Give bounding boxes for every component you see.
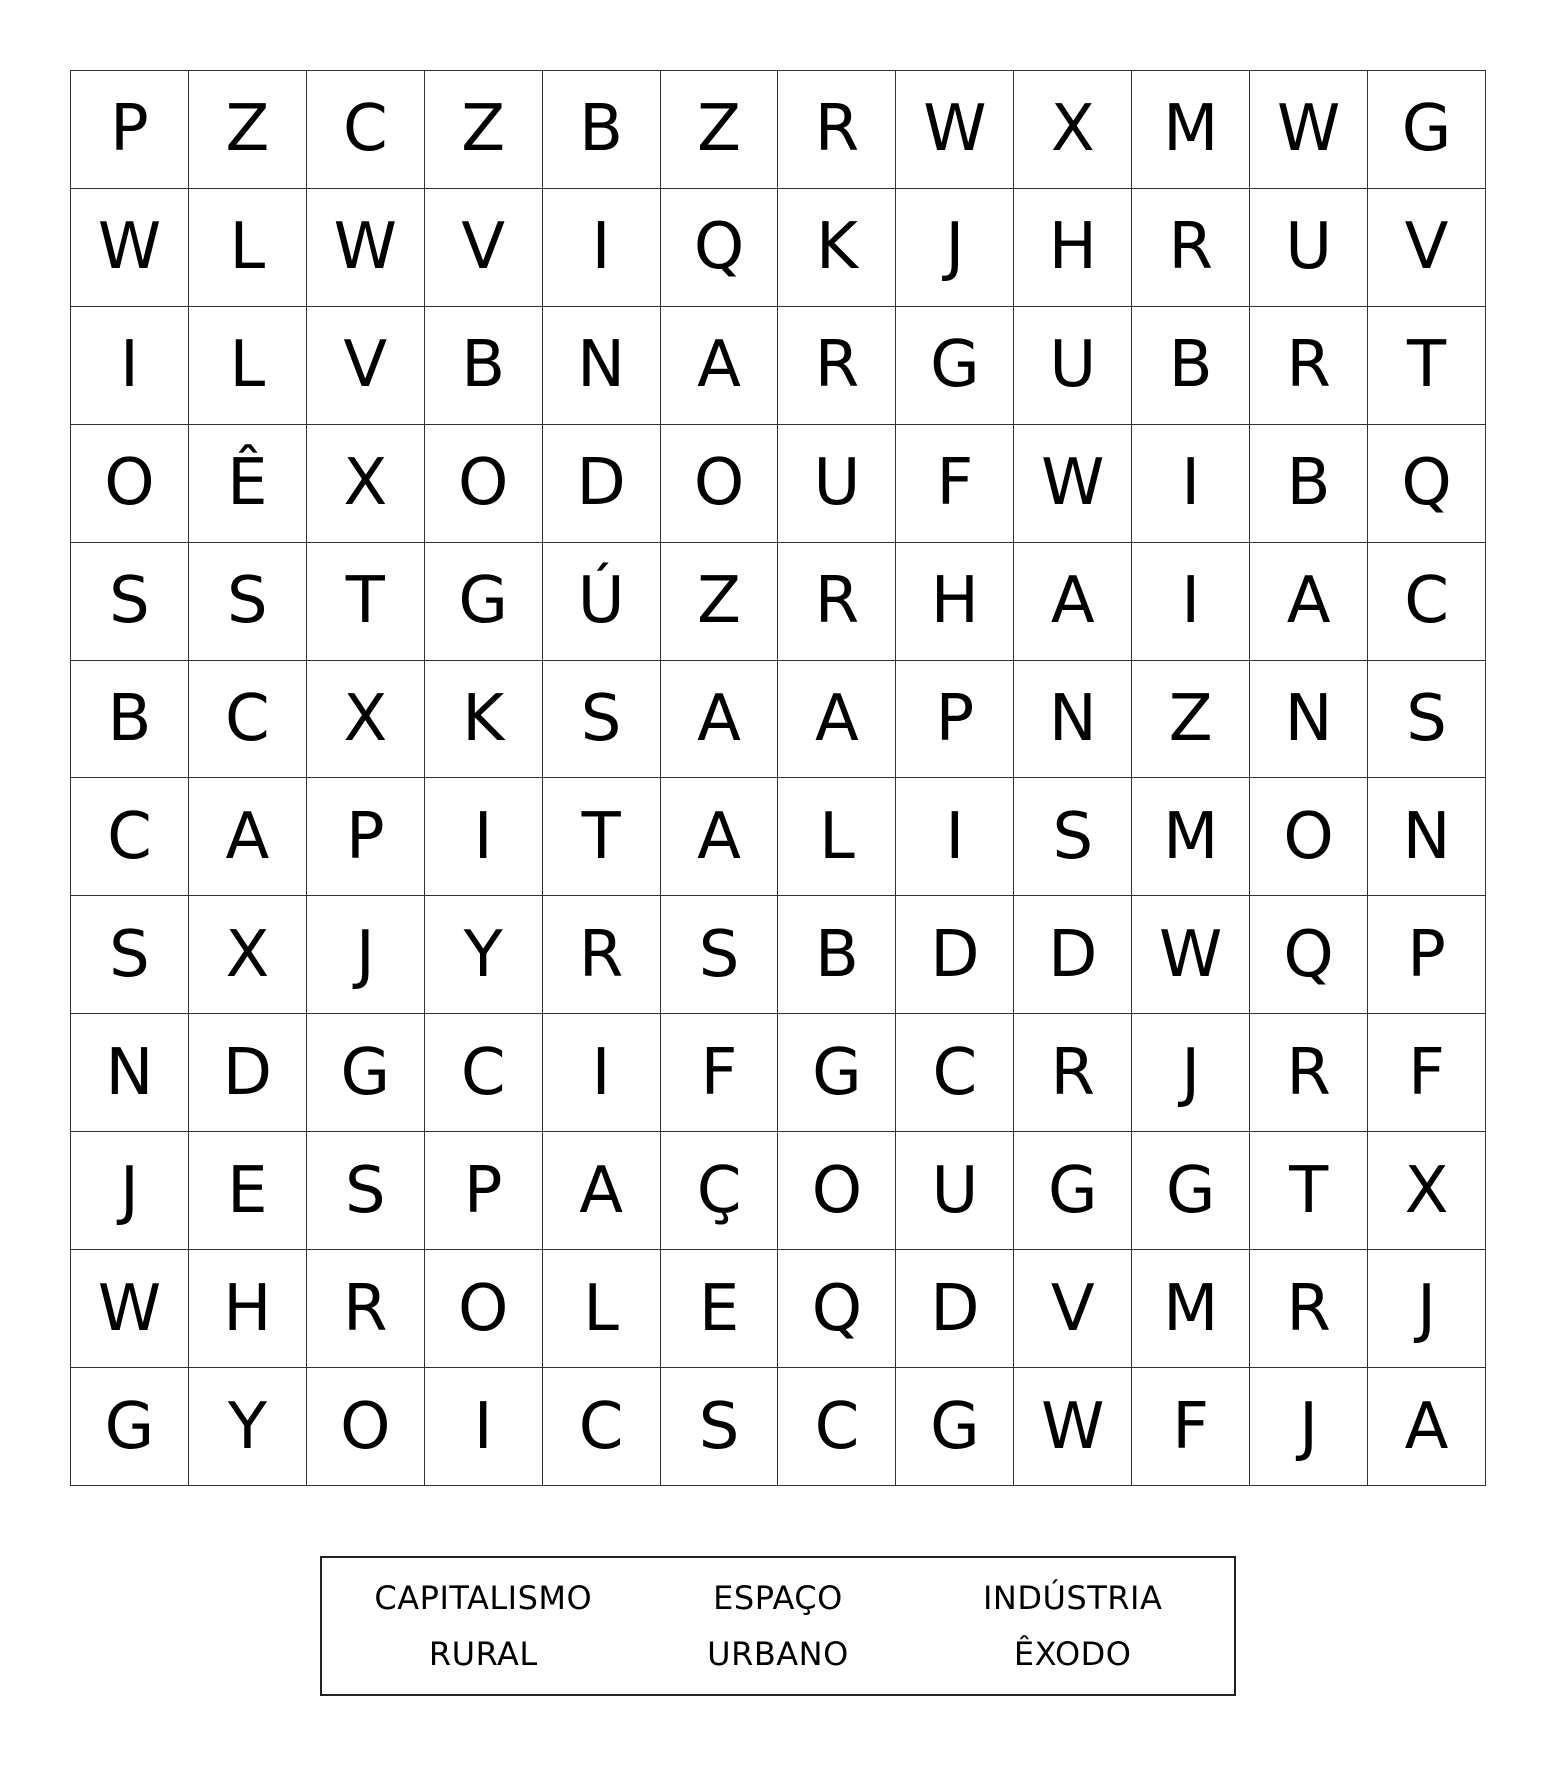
- grid-cell[interactable]: C: [189, 661, 307, 779]
- grid-cell[interactable]: R: [778, 543, 896, 661]
- grid-cell[interactable]: R: [307, 1250, 425, 1368]
- grid-cell[interactable]: C: [778, 1368, 896, 1486]
- grid-cell[interactable]: I: [425, 1368, 543, 1486]
- grid-cell[interactable]: F: [896, 425, 1014, 543]
- grid-cell[interactable]: W: [1014, 1368, 1132, 1486]
- grid-cell[interactable]: V: [307, 307, 425, 425]
- grid-cell[interactable]: A: [1368, 1368, 1486, 1486]
- grid-cell[interactable]: R: [1250, 1250, 1368, 1368]
- grid-cell[interactable]: X: [1368, 1132, 1486, 1250]
- grid-cell[interactable]: G: [1132, 1132, 1250, 1250]
- grid-cell[interactable]: K: [778, 189, 896, 307]
- word-bank-item: ESPAÇO: [713, 1579, 843, 1617]
- grid-cell[interactable]: C: [425, 1014, 543, 1132]
- grid-cell[interactable]: Z: [661, 543, 779, 661]
- grid-cell[interactable]: P: [71, 71, 189, 189]
- grid-cell[interactable]: O: [1250, 778, 1368, 896]
- word-bank-item: CAPITALISMO: [374, 1579, 593, 1617]
- grid-cell[interactable]: J: [1368, 1250, 1486, 1368]
- grid-cell[interactable]: O: [71, 425, 189, 543]
- grid-cell[interactable]: M: [1132, 1250, 1250, 1368]
- grid-cell[interactable]: W: [71, 189, 189, 307]
- grid-cell[interactable]: S: [307, 1132, 425, 1250]
- grid-cell[interactable]: G: [896, 307, 1014, 425]
- grid-cell[interactable]: G: [896, 1368, 1014, 1486]
- grid-cell[interactable]: S: [661, 1368, 779, 1486]
- grid-cell[interactable]: J: [1250, 1368, 1368, 1486]
- grid-cell[interactable]: R: [778, 71, 896, 189]
- grid-cell[interactable]: D: [896, 896, 1014, 1014]
- grid-cell[interactable]: X: [307, 425, 425, 543]
- grid-cell[interactable]: O: [778, 1132, 896, 1250]
- grid-cell[interactable]: V: [425, 189, 543, 307]
- grid-cell[interactable]: D: [1014, 896, 1132, 1014]
- grid-cell[interactable]: S: [1368, 661, 1486, 779]
- grid-cell[interactable]: L: [543, 1250, 661, 1368]
- grid-cell[interactable]: Y: [425, 896, 543, 1014]
- grid-cell[interactable]: R: [543, 896, 661, 1014]
- grid-cell[interactable]: L: [778, 778, 896, 896]
- grid-cell[interactable]: B: [1250, 425, 1368, 543]
- grid-cell[interactable]: H: [1014, 189, 1132, 307]
- grid-cell[interactable]: J: [896, 189, 1014, 307]
- grid-cell[interactable]: W: [896, 71, 1014, 189]
- grid-cell[interactable]: V: [1014, 1250, 1132, 1368]
- grid-cell[interactable]: A: [1250, 543, 1368, 661]
- grid-cell[interactable]: Z: [189, 71, 307, 189]
- grid-cell[interactable]: C: [307, 71, 425, 189]
- grid-cell[interactable]: I: [1132, 425, 1250, 543]
- grid-cell[interactable]: F: [1368, 1014, 1486, 1132]
- grid-cell[interactable]: G: [425, 543, 543, 661]
- grid-cell[interactable]: E: [661, 1250, 779, 1368]
- grid-cell[interactable]: H: [896, 543, 1014, 661]
- grid-cell[interactable]: R: [1014, 1014, 1132, 1132]
- grid-cell[interactable]: N: [1368, 778, 1486, 896]
- grid-cell[interactable]: C: [543, 1368, 661, 1486]
- grid-cell[interactable]: C: [896, 1014, 1014, 1132]
- grid-cell[interactable]: I: [543, 189, 661, 307]
- grid-cell[interactable]: P: [307, 778, 425, 896]
- grid-cell[interactable]: Ê: [189, 425, 307, 543]
- grid-cell[interactable]: Q: [661, 189, 779, 307]
- grid-cell[interactable]: A: [778, 661, 896, 779]
- word-bank-item: ÊXODO: [1013, 1635, 1132, 1673]
- grid-cell[interactable]: Ú: [543, 543, 661, 661]
- grid-cell[interactable]: S: [1014, 778, 1132, 896]
- word-bank-item: RURAL: [428, 1635, 538, 1673]
- grid-cell[interactable]: D: [543, 425, 661, 543]
- grid-cell[interactable]: Q: [778, 1250, 896, 1368]
- grid-cell[interactable]: Y: [189, 1368, 307, 1486]
- grid-cell[interactable]: N: [1014, 661, 1132, 779]
- grid-cell[interactable]: A: [189, 778, 307, 896]
- grid-cell[interactable]: Z: [1132, 661, 1250, 779]
- grid-cell[interactable]: N: [543, 307, 661, 425]
- grid-cell[interactable]: S: [661, 896, 779, 1014]
- grid-cell[interactable]: U: [1250, 189, 1368, 307]
- grid-cell[interactable]: X: [189, 896, 307, 1014]
- grid-cell[interactable]: R: [1250, 1014, 1368, 1132]
- grid-cell[interactable]: J: [1132, 1014, 1250, 1132]
- grid-cell[interactable]: L: [189, 307, 307, 425]
- grid-cell[interactable]: D: [896, 1250, 1014, 1368]
- grid-cell[interactable]: T: [1368, 307, 1486, 425]
- grid-cell[interactable]: A: [1014, 543, 1132, 661]
- grid-cell[interactable]: C: [1368, 543, 1486, 661]
- grid-cell[interactable]: O: [425, 1250, 543, 1368]
- grid-cell[interactable]: O: [425, 425, 543, 543]
- grid-cell[interactable]: G: [1368, 71, 1486, 189]
- grid-cell[interactable]: H: [189, 1250, 307, 1368]
- grid-cell[interactable]: U: [1014, 307, 1132, 425]
- grid-cell[interactable]: G: [778, 1014, 896, 1132]
- grid-cell[interactable]: K: [425, 661, 543, 779]
- grid-cell[interactable]: N: [71, 1014, 189, 1132]
- grid-cell[interactable]: E: [189, 1132, 307, 1250]
- grid-cell[interactable]: A: [543, 1132, 661, 1250]
- grid-cell[interactable]: P: [425, 1132, 543, 1250]
- grid-cell[interactable]: V: [1368, 189, 1486, 307]
- grid-cell[interactable]: O: [661, 425, 779, 543]
- grid-cell[interactable]: A: [661, 661, 779, 779]
- grid-cell[interactable]: G: [71, 1368, 189, 1486]
- grid-cell[interactable]: Z: [661, 71, 779, 189]
- grid-cell[interactable]: N: [1250, 661, 1368, 779]
- grid-cell[interactable]: F: [1132, 1368, 1250, 1486]
- grid-cell[interactable]: M: [1132, 71, 1250, 189]
- grid-cell[interactable]: J: [71, 1132, 189, 1250]
- grid-cell[interactable]: Q: [1250, 896, 1368, 1014]
- grid-cell[interactable]: B: [543, 71, 661, 189]
- grid-cell[interactable]: S: [71, 896, 189, 1014]
- word-bank-item: INDÚSTRIA: [982, 1579, 1163, 1617]
- grid-cell[interactable]: B: [71, 661, 189, 779]
- grid-cell[interactable]: C: [71, 778, 189, 896]
- grid-cell[interactable]: R: [1250, 307, 1368, 425]
- grid-cell[interactable]: M: [1132, 778, 1250, 896]
- grid-cell[interactable]: I: [1132, 543, 1250, 661]
- grid-cell[interactable]: P: [896, 661, 1014, 779]
- grid-cell[interactable]: R: [1132, 189, 1250, 307]
- grid-cell[interactable]: T: [307, 543, 425, 661]
- grid-cell[interactable]: Q: [1368, 425, 1486, 543]
- grid-cell[interactable]: A: [661, 778, 779, 896]
- grid-cell[interactable]: I: [71, 307, 189, 425]
- grid-cell[interactable]: G: [307, 1014, 425, 1132]
- grid-cell[interactable]: Z: [425, 71, 543, 189]
- grid-cell[interactable]: X: [1014, 71, 1132, 189]
- grid-cell[interactable]: J: [307, 896, 425, 1014]
- grid-cell[interactable]: U: [896, 1132, 1014, 1250]
- grid-cell[interactable]: F: [661, 1014, 779, 1132]
- grid-cell[interactable]: I: [896, 778, 1014, 896]
- grid-cell[interactable]: T: [543, 778, 661, 896]
- word-search-grid: [70, 70, 1486, 1486]
- grid-cell[interactable]: S: [71, 543, 189, 661]
- grid-cell[interactable]: R: [778, 307, 896, 425]
- grid-cell[interactable]: T: [1250, 1132, 1368, 1250]
- grid-cell[interactable]: U: [778, 425, 896, 543]
- grid-cell[interactable]: W: [1132, 896, 1250, 1014]
- word-bank: [320, 1556, 1236, 1696]
- grid-cell[interactable]: D: [189, 1014, 307, 1132]
- grid-cell[interactable]: I: [425, 778, 543, 896]
- grid-cell[interactable]: B: [425, 307, 543, 425]
- grid-cell[interactable]: G: [1014, 1132, 1132, 1250]
- grid-cell[interactable]: W: [307, 189, 425, 307]
- grid-cell[interactable]: W: [71, 1250, 189, 1368]
- grid-cell[interactable]: A: [661, 307, 779, 425]
- grid-cell[interactable]: B: [778, 896, 896, 1014]
- grid-cell[interactable]: Ç: [661, 1132, 779, 1250]
- grid-cell[interactable]: W: [1250, 71, 1368, 189]
- grid-cell[interactable]: L: [189, 189, 307, 307]
- grid-cell[interactable]: W: [1014, 425, 1132, 543]
- grid-cell[interactable]: B: [1132, 307, 1250, 425]
- grid-cell[interactable]: O: [307, 1368, 425, 1486]
- grid-cell[interactable]: S: [543, 661, 661, 779]
- grid-cell[interactable]: S: [189, 543, 307, 661]
- grid-cell[interactable]: I: [543, 1014, 661, 1132]
- grid-cell[interactable]: P: [1368, 896, 1486, 1014]
- grid-cell[interactable]: X: [307, 661, 425, 779]
- word-bank-item: URBANO: [707, 1635, 849, 1673]
